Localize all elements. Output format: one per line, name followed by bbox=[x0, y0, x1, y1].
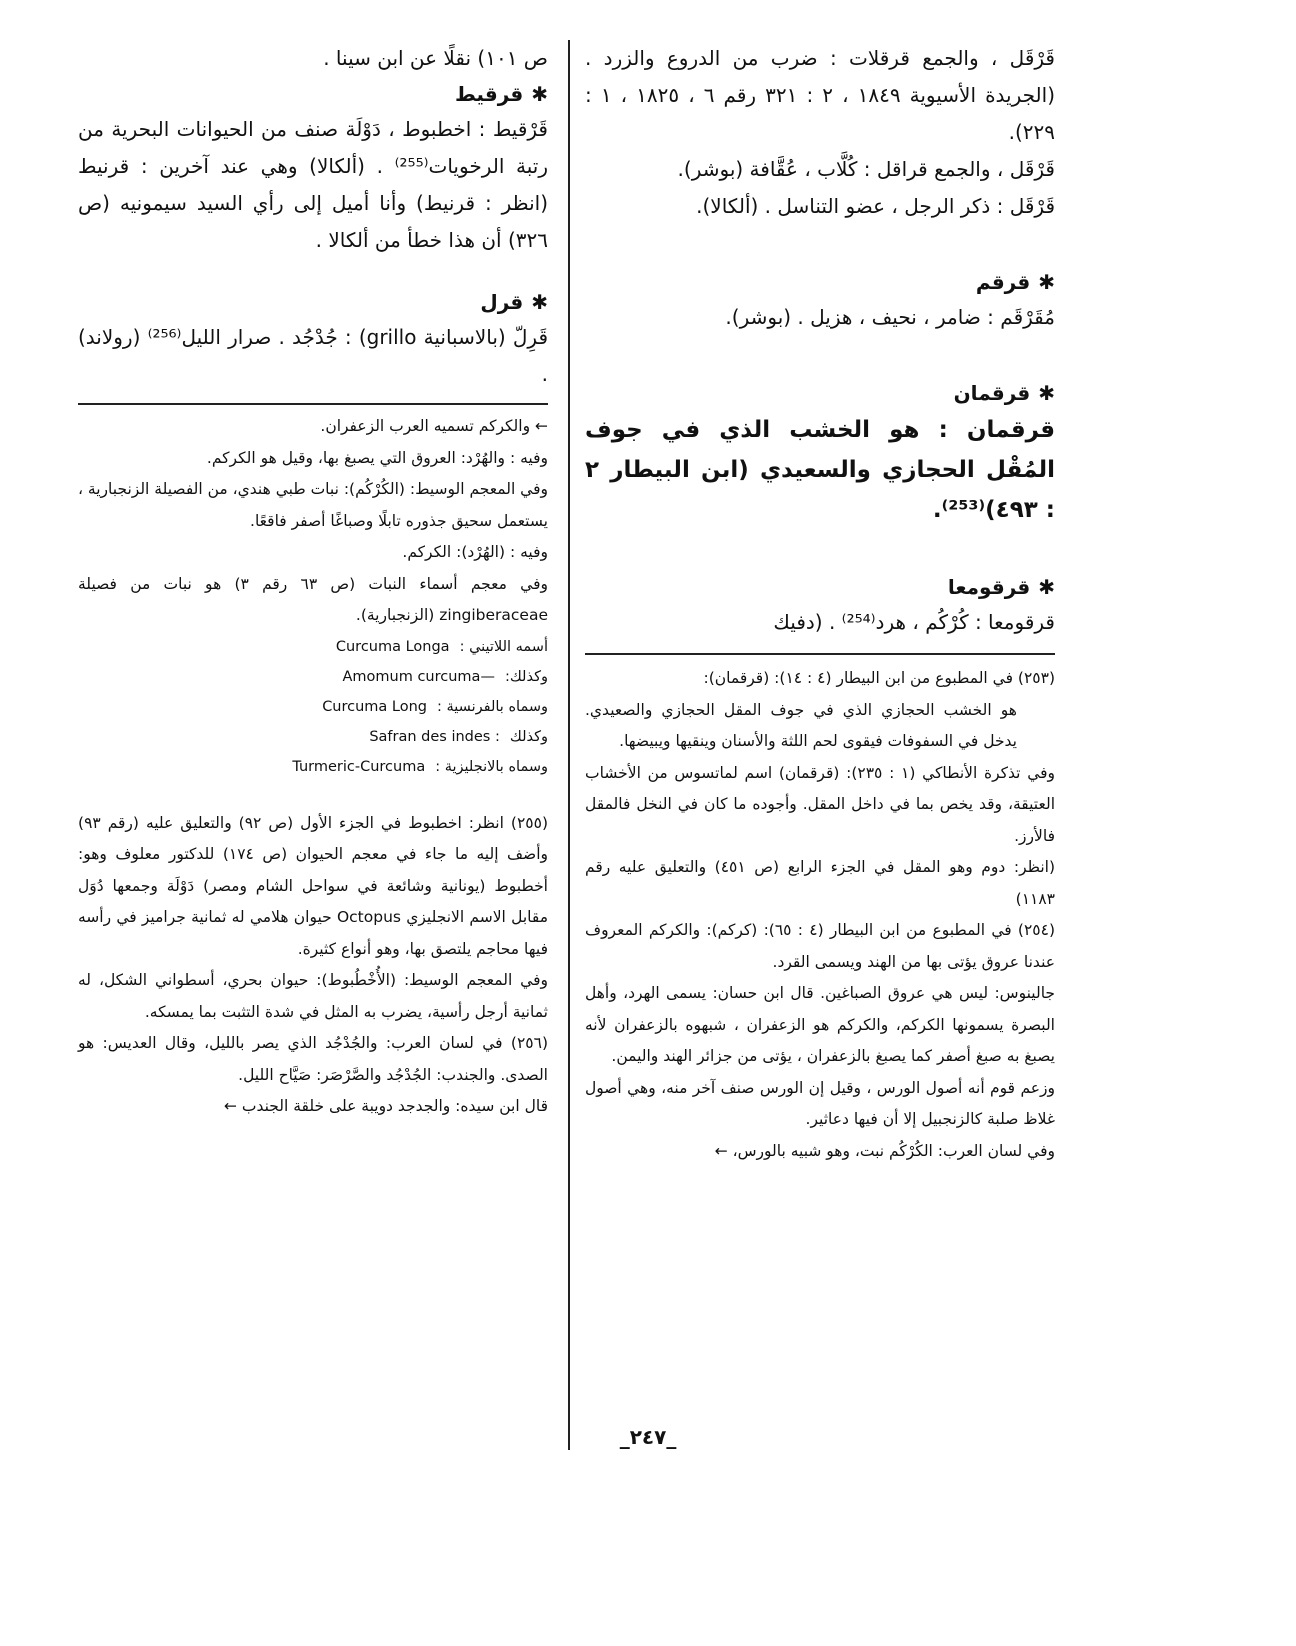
footnote-256-ibn-sidah: قال ابن سيده: والجدجد دويبة على خلقة الجندب ← bbox=[223, 1097, 548, 1115]
footnote-254-head: (٢٥٤) في المطبوع من ابن البيطار (٤ : ٦٥): (كركم): والكركم المعروف عندنا عروق يؤتى بها من الهند ويسمى القرد. bbox=[585, 921, 1056, 971]
entry-muqarqam: مُقَرْقَم : ضامر ، نحيف ، هزيل . (بوشر). bbox=[725, 305, 1055, 329]
footnote-255: (٢٥٥) انظر: اخطبوط في الجزء الأول (ص ٩٢) والتعليق عليه (رقم ٩٣) وأضف إليه ما جاء في معجم الحيوان (ص ١٧٤) للدكتور معلوف وهو: أخطبوط (يونانية وشائعة في سواحل الشام ومصر) دَوْلَة وجمعها دُوَل مقابل الاسم الانجليزي Octopus حيوان هلامي له ثمانية جراميز في رأسه فيها محاجم يلتصق بها، وهو أنواع كثيرة. bbox=[78, 813, 549, 958]
heading-qarqaman: ✱قرقمان bbox=[953, 381, 1055, 405]
right-column bbox=[585, 40, 1055, 1167]
continuation-zafaran: ← والكركم تسميه العرب الزعفران. bbox=[320, 417, 548, 435]
continuation-hurd: وفيه : والهُرْد: العروق التي يصبغ بها، وقيل هو الكركم. bbox=[206, 448, 548, 467]
latin-row: وكذلك: Amomum curcuma— bbox=[342, 668, 548, 685]
continuation-hurd-2: وفيه : (الهُرْد): الكركم. bbox=[402, 543, 548, 561]
footnote-253-antaki: وفي تذكرة الأنطاكي (١ : ٢٣٥): (قرقمان) اسم لماتسوس من الأخشاب العتيقة، وقد يخص بما في داخل المقل. وأجوده ما كان في النخل فالمقل فالأرز. bbox=[585, 763, 1056, 845]
asterisk-icon: ✱ bbox=[1038, 270, 1055, 294]
footnote-254-wars: وزعم قوم أنه أصول الورس ، وقيل إن الورس صنف آخر منه، وهي أصول غلاظ صلبة كالزنجبيل إلا أن فيها دعاثير. bbox=[585, 1078, 1055, 1128]
latin-names-list bbox=[78, 632, 548, 782]
latin-row: أسمه اللاتيني : Curcuma Longa bbox=[335, 638, 548, 655]
entry-qarqal-armor: قَرْقَل ، والجمع قرقلات : ضرب من الدروع والزرد . (الجريدة الأسيوية ١٨٤٩ ، ٢ : ٣٢١ رقم ٦ ، ١٨٢٥ ، ١ : ٢٢٩). bbox=[585, 46, 1056, 144]
continuation-wasit: وفي المعجم الوسيط: (الكُرْكُم): نبات طبي هندي، من الفصيلة الزنجبارية ، يستعمل سحيق جذوره تابلًا وصباغًا أصفر فاقعًا. bbox=[78, 480, 548, 530]
entry-qarqal-hook: قَرْقَل ، والجمع قراقل : كُلَّاب ، عُقَّافة (بوشر). bbox=[677, 157, 1055, 181]
column-divider bbox=[568, 40, 570, 1450]
left-column bbox=[78, 40, 548, 1123]
entry-qarqal-organ: قَرْقَل : ذكر الرجل ، عضو التناسل . (ألكالا). bbox=[696, 194, 1055, 218]
asterisk-icon: ✱ bbox=[1038, 575, 1055, 599]
footnote-254-lisan: وفي لسان العرب: الكُرْكُم نبت، وهو شبيه بالورس، ← bbox=[714, 1141, 1055, 1160]
heading-qarqit: ✱قرقيط bbox=[455, 82, 548, 106]
entry-qarqit: قَرْقيط : اخطبوط ، دَوْلَة صنف من الحيوانات البحرية من رتبة الرخويات⁽²⁵⁵⁾ . (ألكالا) وهي عند آخرين : قرنيط (انظر : قرنيط) وأنا أميل إلى رأي السيد سيمونيه (ص ٣٢٦) أن هذا خطأ من ألكالا . bbox=[78, 117, 548, 252]
entry-qarl: قَرِلّ (بالاسبانية grillo) : جُدْجُد . صرار الليل⁽²⁵⁶⁾ (رولاند) . bbox=[78, 325, 548, 386]
page-number: _٢٤٧_ bbox=[619, 1425, 677, 1449]
entry-qarqaman: قرقمان : هو الخشب الذي في جوف المُقْل الحجازي والسعيدي (ابن البيطار ٢ : ٤٩٣)⁽²⁵³⁾. bbox=[585, 417, 1055, 523]
heading-qarqumaa: ✱قرقومعا bbox=[947, 575, 1055, 599]
continuation-plant-names: وفي معجم أسماء النبات (ص ٦٣ رقم ٣) هو نبات من فصيلة zingiberaceae (الزنجبارية). bbox=[78, 574, 548, 624]
footnote-253-head: (٢٥٣) في المطبوع من ابن البيطار (٤ : ١٤): (قرقمان): bbox=[703, 669, 1055, 687]
footnote-253-see: (انظر: دوم وهو المقل في الجزء الرابع (ص ٤٥١) والتعليق عليه رقم ١١٨٣) bbox=[585, 858, 1056, 908]
footnote-256: (٢٥٦) في لسان العرب: والجُدْجُد الذي يصر بالليل، وقال العديس: هو الصدى. والجندب: الجُدْجُد والصَّرْصَر: صَيَّاح الليل. bbox=[78, 1034, 548, 1084]
footnote-253-body: هو الخشب الحجازي الذي في جوف المقل الحجازي والصعيدي. يدخل في السفوفات فيقوى لحم اللثة والأسنان وينقيها ويبيضها. bbox=[585, 700, 1017, 750]
entry-ibn-sina-note: ص ١٠١) نقلًا عن ابن سينا . bbox=[323, 46, 548, 70]
asterisk-icon: ✱ bbox=[531, 82, 548, 106]
latin-row: وكذلك Safran des indes : bbox=[369, 728, 548, 745]
heading-qarl: ✱قرل bbox=[480, 290, 548, 314]
heading-qarqam: ✱قرقم bbox=[975, 270, 1055, 294]
footnote-254-galen: جالينوس: ليس هي عروق الصباغين. قال ابن حسان: يسمى الهرد، وأهل البصرة يسمونها الكركم، والكركم هو الزعفران ، شبهوه بالزعفران لأنه يصبغ به صبغ أصفر كما يصبغ بالزعفران ، يؤتى من جزائر الهند واليمن. bbox=[585, 984, 1055, 1065]
entry-qarqumaa: قرقومعا : كُرْكُم ، هرد⁽²⁵⁴⁾ . (دفيك bbox=[773, 610, 1055, 634]
asterisk-icon: ✱ bbox=[531, 290, 548, 314]
footnote-255-wasit: وفي المعجم الوسيط: (الأُخْطُبوط): حيوان بحري، أسطواني الشكل، له ثمانية أرجل رأسية، يضرب به المثل في شدة التثبت بما يمسكه. bbox=[78, 971, 548, 1021]
asterisk-icon: ✱ bbox=[1038, 381, 1055, 405]
latin-row: وسماه بالفرنسية : Curcuma Long bbox=[322, 698, 548, 715]
latin-row: وسماه بالانجليزية : Turmeric-Curcuma bbox=[292, 758, 548, 775]
